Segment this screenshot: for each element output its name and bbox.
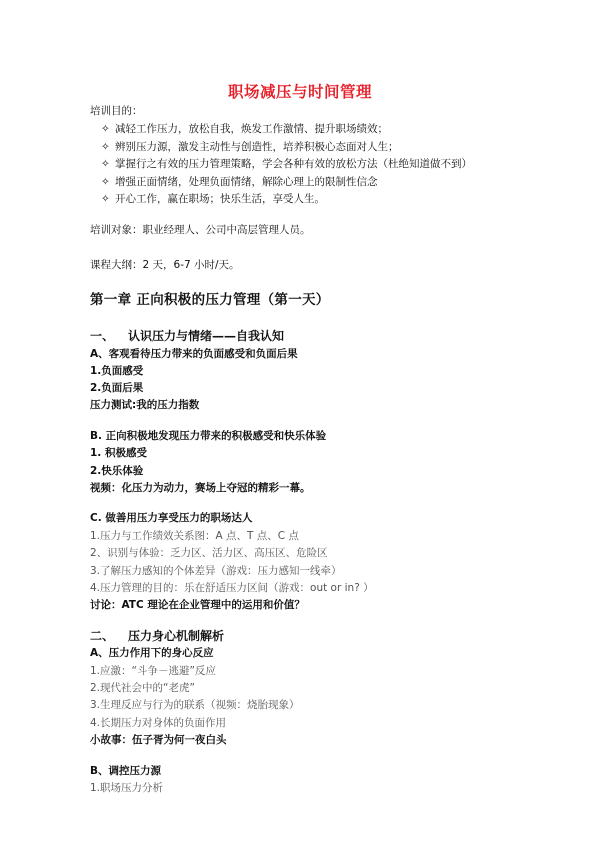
list-item: 2.快乐体验 [90,465,144,477]
objective-item: ✧ 减轻工作压力，放松自我，焕发工作激情、提升职场绩效； [101,123,388,135]
list-item: 小故事：伍子胥为何一夜白头 [90,734,227,746]
list-item: 2.现代社会中的“老虎” [90,682,195,694]
diamond-bullet-icon: ✧ [101,176,110,188]
objective-item: ✧ 开心工作，赢在职场；快乐生活，享受人生。 [101,193,325,205]
subsection-heading: A、压力作用下的身心反应 [90,647,214,659]
objective-item: ✧ 掌握行之有效的压力管理策略，学会各种有效的放松方法（杜绝知道做不到） [101,158,472,170]
objectives-label: 培训目的： [90,105,143,117]
list-item: 2、识别与体验：乏力区、活力区、高压区、危险区 [90,547,328,559]
list-item: 2.负面后果 [90,382,144,394]
list-item: 1.应激：“斗争－逃避”反应 [90,665,216,677]
list-item: 视频：化压力为动力，赛场上夺冠的精彩一幕。 [90,482,311,494]
section-heading: 二、 压力身心机制解析 [90,629,225,643]
diamond-bullet-icon: ✧ [101,193,110,205]
subsection-heading: B、调控压力源 [90,765,162,777]
list-item: 1.职场压力分析 [90,782,164,794]
diamond-bullet-icon: ✧ [101,158,110,170]
subsection-heading: B. 正向积极地发现压力带来的积极感受和快乐体验 [90,430,327,442]
chapter-heading: 第一章 正向积极的压力管理（第一天） [90,292,330,308]
list-item: 4.长期压力对身体的负面作用 [90,717,227,729]
list-item: 3.了解压力感知的个体差异（游戏：压力感知一线牵） [90,565,342,577]
subsection-heading: A、客观看待压力带来的负面感受和负面后果 [90,348,298,360]
subsection-heading: C. 做善用压力享受压力的职场达人 [90,512,253,524]
audience-line: 培训对象：职业经理人、公司中高层管理人员。 [90,224,311,236]
objective-item: ✧ 增强正面情绪，处理负面情绪，解除心理上的限制性信念 [101,176,378,188]
list-item: 1.负面感受 [90,365,144,377]
section-heading: 一、 认识压力与情绪——自我认知 [90,329,285,343]
diamond-bullet-icon: ✧ [101,123,110,135]
list-item: 1. 积极感受 [90,447,147,459]
list-item: 讨论：ATC 理论在企业管理中的运用和价值？ [90,599,305,611]
list-item: 4.压力管理的目的：乐在舒适压力区间（游戏：out or in? ） [90,582,374,594]
list-item: 压力测试:我的压力指数 [90,399,200,411]
diamond-bullet-icon: ✧ [101,141,110,153]
list-item: 3.生理反应与行为的联系（视频：烧胎现象） [90,699,300,711]
document-title: 职场减压与时间管理 [227,83,372,101]
outline-line: 课程大纲：2 天，6-7 小时/天。 [90,259,240,271]
objective-item: ✧ 辨别压力源，激发主动性与创造性，培养积极心态面对人生； [101,141,399,153]
list-item: 1.压力与工作绩效关系图：A 点、T 点、C 点 [90,530,299,542]
